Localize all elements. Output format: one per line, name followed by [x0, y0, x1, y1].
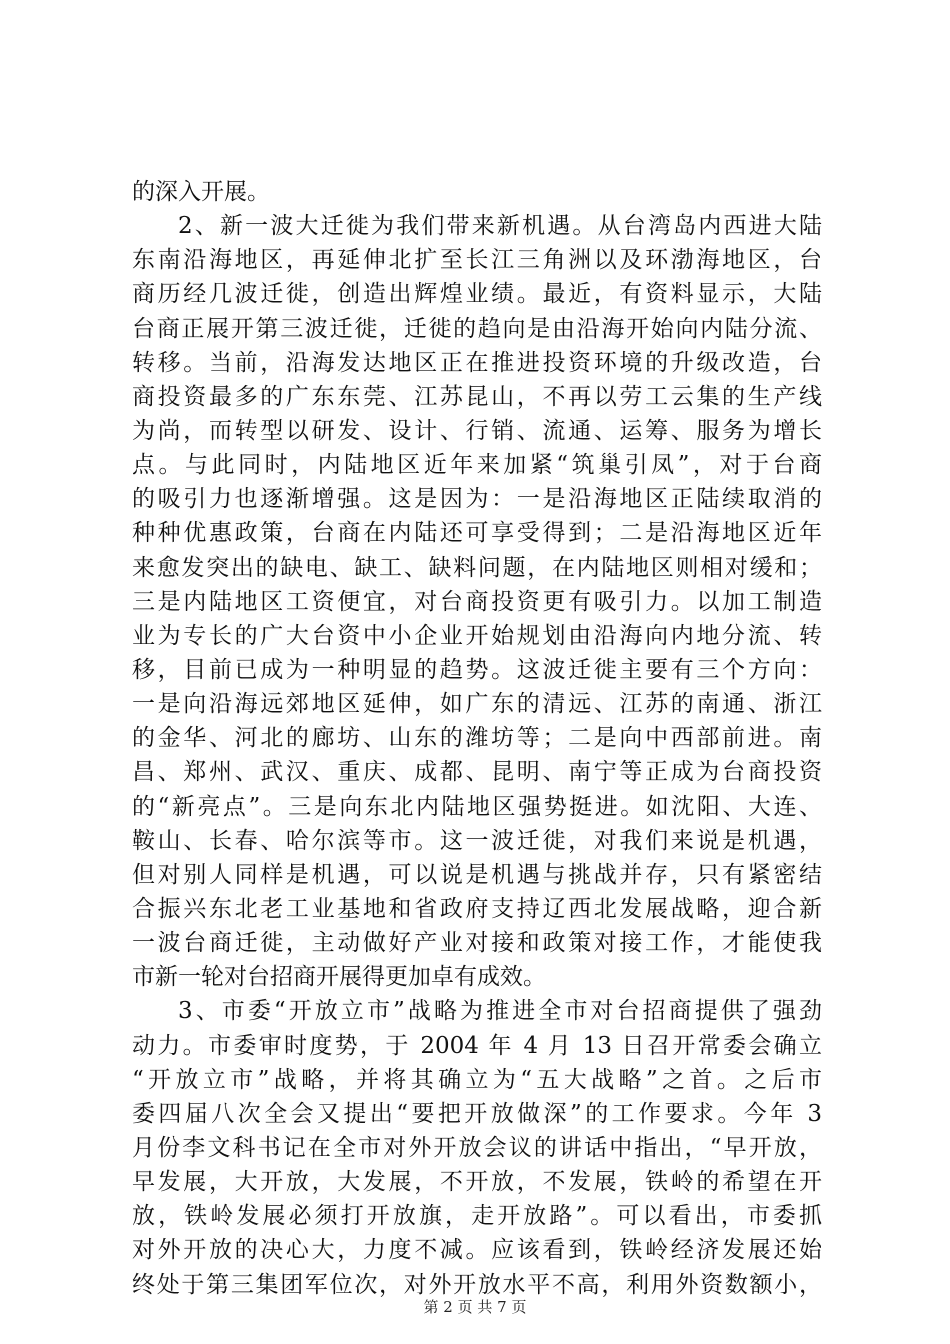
text-line: 放，铁岭发展必须打开放旗，走开放路”。可以看出，市委抓: [132, 1203, 822, 1230]
text-line: “开放立市”战略，并将其确立为“五大战略”之首。之后市: [132, 1066, 822, 1093]
text-line: 转移。当前，沿海发达地区正在推进投资环境的升级改造，台: [132, 349, 822, 376]
text-line: 委四届八次全会又提出“要把开放做深”的工作要求。今年 3: [132, 1100, 822, 1127]
text-line: 市新一轮对台招商开展得更加卓有成效。: [132, 964, 546, 991]
body-text: [132, 175, 822, 1302]
text-line: 对外开放的决心大，力度不减。应该看到，铁岭经济发展还始: [132, 1237, 822, 1264]
text-line: 早发展，大开放，大发展，不开放，不发展，铁岭的希望在开: [132, 1169, 822, 1196]
text-line: 但对别人同样是机遇，可以说是机遇与挑战并存，只有紧密结: [132, 861, 822, 888]
text-line: 三是内陆地区工资便宜，对台商投资更有吸引力。以加工制造: [132, 588, 822, 615]
page-footer: 第 2 页 共 7 页: [423, 1298, 527, 1316]
text-line: 终处于第三集团军位次，对外开放水平不高，利用外资数额小，: [132, 1271, 822, 1298]
text-line: 3、市委“开放立市”战略为推进全市对台招商提供了强劲: [178, 998, 822, 1025]
text-line: 移，目前已成为一种明显的趋势。这波迁徙主要有三个方向：: [132, 656, 822, 683]
text-line: 月份李文科书记在全市对外开放会议的讲话中指出，“早开放，: [132, 1134, 822, 1161]
text-line: 为尚，而转型以研发、设计、行销、流通、运筹、服务为增长: [132, 417, 822, 444]
text-line: 的吸引力也逐渐增强。这是因为：一是沿海地区正陆续取消的: [132, 486, 822, 513]
text-line: 的金华、河北的廊坊、山东的潍坊等；二是向中西部前进。南: [132, 725, 822, 752]
text-line: 一是向沿海远郊地区延伸，如广东的清远、江苏的南通、浙江: [132, 691, 822, 718]
text-line: 台商正展开第三波迁徙，迁徙的趋向是由沿海开始向内陆分流、: [132, 315, 822, 342]
text-line: 的深入开展。: [132, 179, 270, 205]
text-line: 东南沿海地区，再延伸北扩至长江三角洲以及环渤海地区，台: [132, 247, 822, 274]
text-line: 一波台商迁徙，主动做好产业对接和政策对接工作，才能使我: [132, 930, 822, 957]
text-line: 鞍山、长春、哈尔滨等市。这一波迁徙，对我们来说是机遇，: [132, 827, 822, 854]
text-line: 2、新一波大迁徙为我们带来新机遇。从台湾岛内西进大陆: [178, 213, 822, 240]
text-line: 商投资最多的广东东莞、江苏昆山，不再以劳工云集的生产线: [132, 383, 822, 410]
text-line: 种种优惠政策，台商在内陆还可享受得到；二是沿海地区近年: [132, 520, 822, 547]
text-line: 合振兴东北老工业基地和省政府支持辽西北发展战略，迎合新: [132, 895, 822, 922]
text-line: 动力。市委审时度势，于 2004 年 4 月 13 日召开常委会确立: [132, 1032, 822, 1059]
text-line: 的“新亮点”。三是向东北内陆地区强势挺进。如沈阳、大连、: [132, 793, 822, 820]
text-line: 业为专长的广大台资中小企业开始规划由沿海向内地分流、转: [132, 622, 822, 649]
text-line: 来愈发突出的缺电、缺工、缺料问题，在内陆地区则相对缓和；: [132, 554, 822, 581]
text-line: 昌、郑州、武汉、重庆、成都、昆明、南宁等正成为台商投资: [132, 759, 822, 786]
text-line: 点。与此同时，内陆地区近年来加紧“筑巢引凤”，对于台商: [132, 452, 822, 479]
text-line: 商历经几波迁徙，创造出辉煌业绩。最近，有资料显示，大陆: [132, 281, 822, 308]
